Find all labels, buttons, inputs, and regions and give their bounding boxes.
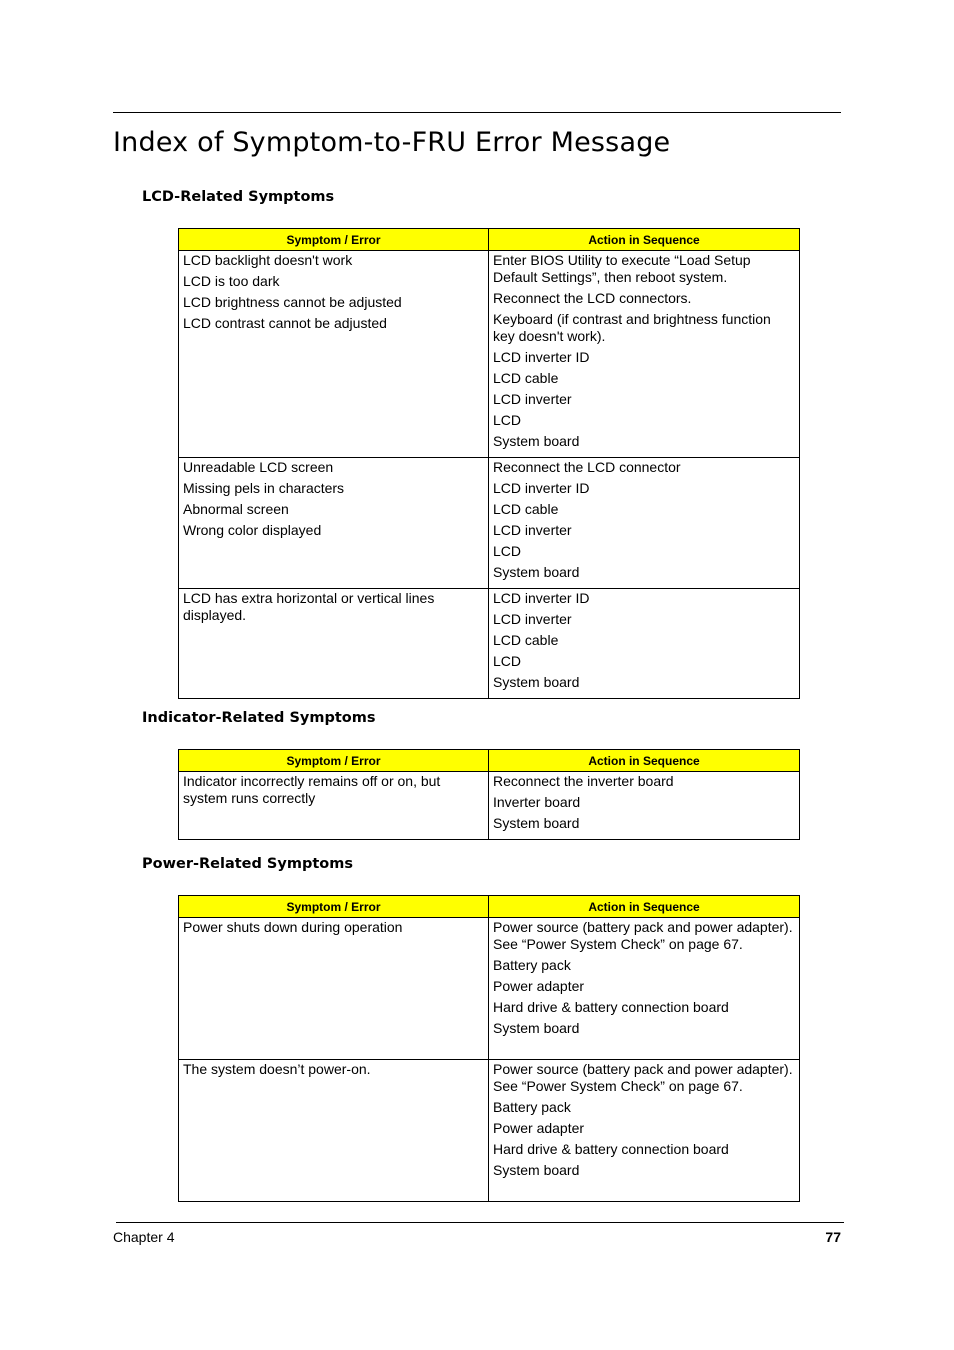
action-item: Reconnect the LCD connector bbox=[493, 459, 681, 475]
action-item: LCD bbox=[493, 543, 522, 559]
power-symptoms-table bbox=[178, 895, 800, 1202]
symptom-item: LCD brightness cannot be adjusted bbox=[183, 294, 402, 310]
indicator-symptoms-table bbox=[178, 749, 800, 840]
table-row bbox=[179, 458, 800, 589]
action-item: Power source (battery pack and power adapter). See “Power System Check” on page 67. bbox=[493, 1061, 793, 1094]
action-cell bbox=[489, 589, 800, 699]
action-item: LCD inverter bbox=[493, 611, 572, 627]
action-item: Battery pack bbox=[493, 1099, 571, 1115]
top-rule bbox=[113, 112, 841, 113]
action-item: Power source (battery pack and power adapter). See “Power System Check” on page 67. bbox=[493, 919, 793, 952]
table-row bbox=[179, 251, 800, 458]
table-header-row bbox=[179, 229, 800, 251]
header-symptom: Symptom / Error bbox=[179, 896, 489, 918]
action-item: LCD cable bbox=[493, 632, 559, 648]
action-item: LCD inverter ID bbox=[493, 480, 590, 496]
action-item: Inverter board bbox=[493, 794, 581, 810]
action-cell bbox=[489, 251, 800, 458]
symptom-cell bbox=[179, 1060, 489, 1202]
power-section-heading: Power-Related Symptoms bbox=[142, 856, 353, 872]
footer-page-number: 77 bbox=[825, 1229, 841, 1245]
action-cell bbox=[489, 772, 800, 840]
action-item: Battery pack bbox=[493, 957, 571, 973]
action-item: LCD inverter bbox=[493, 391, 572, 407]
symptom-cell bbox=[179, 251, 489, 458]
action-item: LCD cable bbox=[493, 370, 559, 386]
action-item: LCD inverter bbox=[493, 522, 572, 538]
symptom-cell bbox=[179, 772, 489, 840]
action-cell bbox=[489, 458, 800, 589]
action-item: LCD cable bbox=[493, 501, 559, 517]
footer-chapter: Chapter 4 bbox=[113, 1229, 175, 1245]
action-item: Reconnect the inverter board bbox=[493, 773, 674, 789]
action-item: System board bbox=[493, 1162, 580, 1178]
action-item: System board bbox=[493, 564, 580, 580]
action-item: System board bbox=[493, 815, 580, 831]
action-item: LCD inverter ID bbox=[493, 349, 590, 365]
action-item: Power adapter bbox=[493, 1120, 585, 1136]
action-item: System board bbox=[493, 1020, 580, 1036]
lcd-symptoms-table bbox=[178, 228, 800, 699]
header-action: Action in Sequence bbox=[489, 750, 800, 772]
header-symptom: Symptom / Error bbox=[179, 229, 489, 251]
symptom-cell bbox=[179, 918, 489, 1060]
symptom-item: LCD is too dark bbox=[183, 273, 280, 289]
indicator-section-heading: Indicator-Related Symptoms bbox=[142, 710, 376, 726]
symptom-item: Wrong color displayed bbox=[183, 522, 322, 538]
bottom-rule bbox=[116, 1222, 844, 1223]
table-row bbox=[179, 1060, 800, 1202]
action-item: System board bbox=[493, 433, 580, 449]
symptom-cell bbox=[179, 589, 489, 699]
header-action: Action in Sequence bbox=[489, 229, 800, 251]
action-item: LCD bbox=[493, 412, 522, 428]
action-item: Hard drive & battery connection board bbox=[493, 1141, 729, 1157]
symptom-item: Missing pels in characters bbox=[183, 480, 345, 496]
action-item: Keyboard (if contrast and brightness function key doesn't work). bbox=[493, 311, 771, 344]
symptom-item: The system doesn’t power-on. bbox=[183, 1061, 371, 1077]
action-cell bbox=[489, 1060, 800, 1202]
table-row bbox=[179, 589, 800, 699]
symptom-item: Indicator incorrectly remains off or on, but system runs correctly bbox=[183, 773, 441, 806]
symptom-item: LCD contrast cannot be adjusted bbox=[183, 315, 387, 331]
table-header-row bbox=[179, 750, 800, 772]
action-item: System board bbox=[493, 674, 580, 690]
table-header-row bbox=[179, 896, 800, 918]
symptom-cell bbox=[179, 458, 489, 589]
action-item: Power adapter bbox=[493, 978, 585, 994]
page-title: Index of Symptom-to-FRU Error Message bbox=[113, 127, 671, 158]
action-cell bbox=[489, 918, 800, 1060]
table-row bbox=[179, 918, 800, 1060]
symptom-item: Unreadable LCD screen bbox=[183, 459, 334, 475]
action-item: LCD bbox=[493, 653, 522, 669]
symptom-item: LCD backlight doesn't work bbox=[183, 252, 353, 268]
lcd-section-heading: LCD-Related Symptoms bbox=[142, 189, 335, 205]
symptom-item: Abnormal screen bbox=[183, 501, 289, 517]
action-item: Enter BIOS Utility to execute “Load Setup Default Settings”, then reboot system. bbox=[493, 252, 751, 285]
header-action: Action in Sequence bbox=[489, 896, 800, 918]
action-item: LCD inverter ID bbox=[493, 590, 590, 606]
action-item: Reconnect the LCD connectors. bbox=[493, 290, 692, 306]
symptom-item: Power shuts down during operation bbox=[183, 919, 403, 935]
symptom-item: LCD has extra horizontal or vertical lines displayed. bbox=[183, 590, 435, 623]
table-row bbox=[179, 772, 800, 840]
action-item: Hard drive & battery connection board bbox=[493, 999, 729, 1015]
header-symptom: Symptom / Error bbox=[179, 750, 489, 772]
